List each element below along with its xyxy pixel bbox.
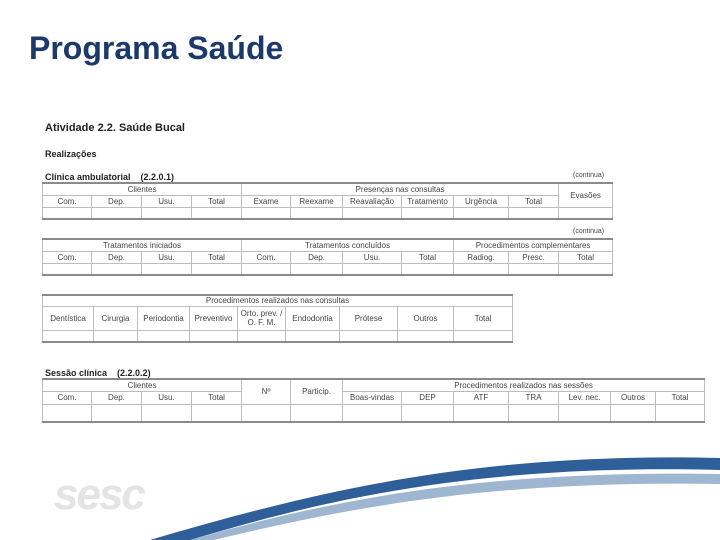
- col-header: Tratamento: [402, 195, 454, 207]
- col-header: Radiog.: [454, 251, 509, 263]
- col-header: Prótese: [340, 306, 398, 330]
- col-header: Com.: [43, 195, 92, 207]
- col-header: Usu.: [142, 251, 192, 263]
- col-header: Total: [192, 251, 242, 263]
- slide-title: Programa Saúde: [29, 30, 284, 66]
- clinica-title: Clínica ambulatorial: [45, 172, 131, 182]
- tratamentos-concluidos-header: Tratamentos concluídos: [242, 239, 454, 251]
- col-header: Periodontia: [138, 306, 190, 330]
- clinica-code: (2.2.0.1): [140, 172, 175, 182]
- col-header: Usu.: [142, 391, 192, 404]
- col-header: Urgência: [454, 195, 509, 207]
- procedimentos-complementares-header: Procedimentos complementares: [454, 239, 613, 251]
- col-header: DEP: [402, 391, 454, 404]
- col-header: Preventivo: [190, 306, 238, 330]
- col-header: Total: [454, 306, 513, 330]
- col-header: Total: [192, 391, 242, 404]
- presencas-header: Presenças nas consultas: [242, 183, 559, 195]
- col-header: Dep.: [92, 391, 142, 404]
- col-header: TRA: [509, 391, 559, 404]
- realizacoes-heading: Realizações: [45, 149, 97, 159]
- sessao-code: (2.2.0.2): [117, 368, 151, 378]
- col-header: Reexame: [291, 195, 343, 207]
- particip-header: Particip.: [291, 379, 343, 404]
- col-header: Outros: [611, 391, 656, 404]
- col-header: Orto. prev. / O. F. M.: [238, 306, 286, 330]
- col-header: Endodontia: [286, 306, 340, 330]
- col-header: Outros: [398, 306, 454, 330]
- procedimentos-consultas-header: Procedimentos realizados nas consultas: [43, 295, 513, 306]
- activity-title: Atividade 2.2. Saúde Bucal: [45, 122, 185, 134]
- tratamentos-iniciados-header: Tratamentos iniciados: [43, 239, 242, 251]
- col-header: Boas-vindas: [343, 391, 402, 404]
- col-header: Exame: [242, 195, 291, 207]
- col-header: Usu.: [343, 251, 402, 263]
- evasoes-header: Evasões: [559, 183, 613, 207]
- continua-label-1: (continua): [573, 172, 605, 179]
- col-header: Dentística: [43, 306, 94, 330]
- col-header: Presc.: [509, 251, 559, 263]
- numero-header: Nº: [242, 379, 291, 404]
- col-header: Dep.: [92, 251, 142, 263]
- col-header: Dep.: [291, 251, 343, 263]
- col-header: Com.: [43, 251, 92, 263]
- sessao-title: Sessão clínica: [45, 368, 108, 378]
- sessao-clientes-header: Clientes: [43, 379, 242, 391]
- col-header: Usu.: [142, 195, 192, 207]
- col-header: Total: [509, 195, 559, 207]
- col-header: Reavaliação: [343, 195, 402, 207]
- clientes-header: Clientes: [43, 183, 242, 195]
- col-header: Total: [656, 391, 705, 404]
- col-header: Cirurgia: [94, 306, 138, 330]
- col-header: Com.: [242, 251, 291, 263]
- col-header: Com.: [43, 391, 92, 404]
- col-header: Total: [559, 251, 613, 263]
- sesc-logo: sesc: [54, 470, 144, 519]
- procedimentos-sessoes-header: Procedimentos realizados nas sessões: [343, 379, 705, 391]
- col-header: ATF: [454, 391, 509, 404]
- col-header: Dep.: [92, 195, 142, 207]
- col-header: Total: [402, 251, 454, 263]
- continua-label-2: (continua): [573, 228, 605, 235]
- col-header: Lev. nec.: [559, 391, 611, 404]
- col-header: Total: [192, 195, 242, 207]
